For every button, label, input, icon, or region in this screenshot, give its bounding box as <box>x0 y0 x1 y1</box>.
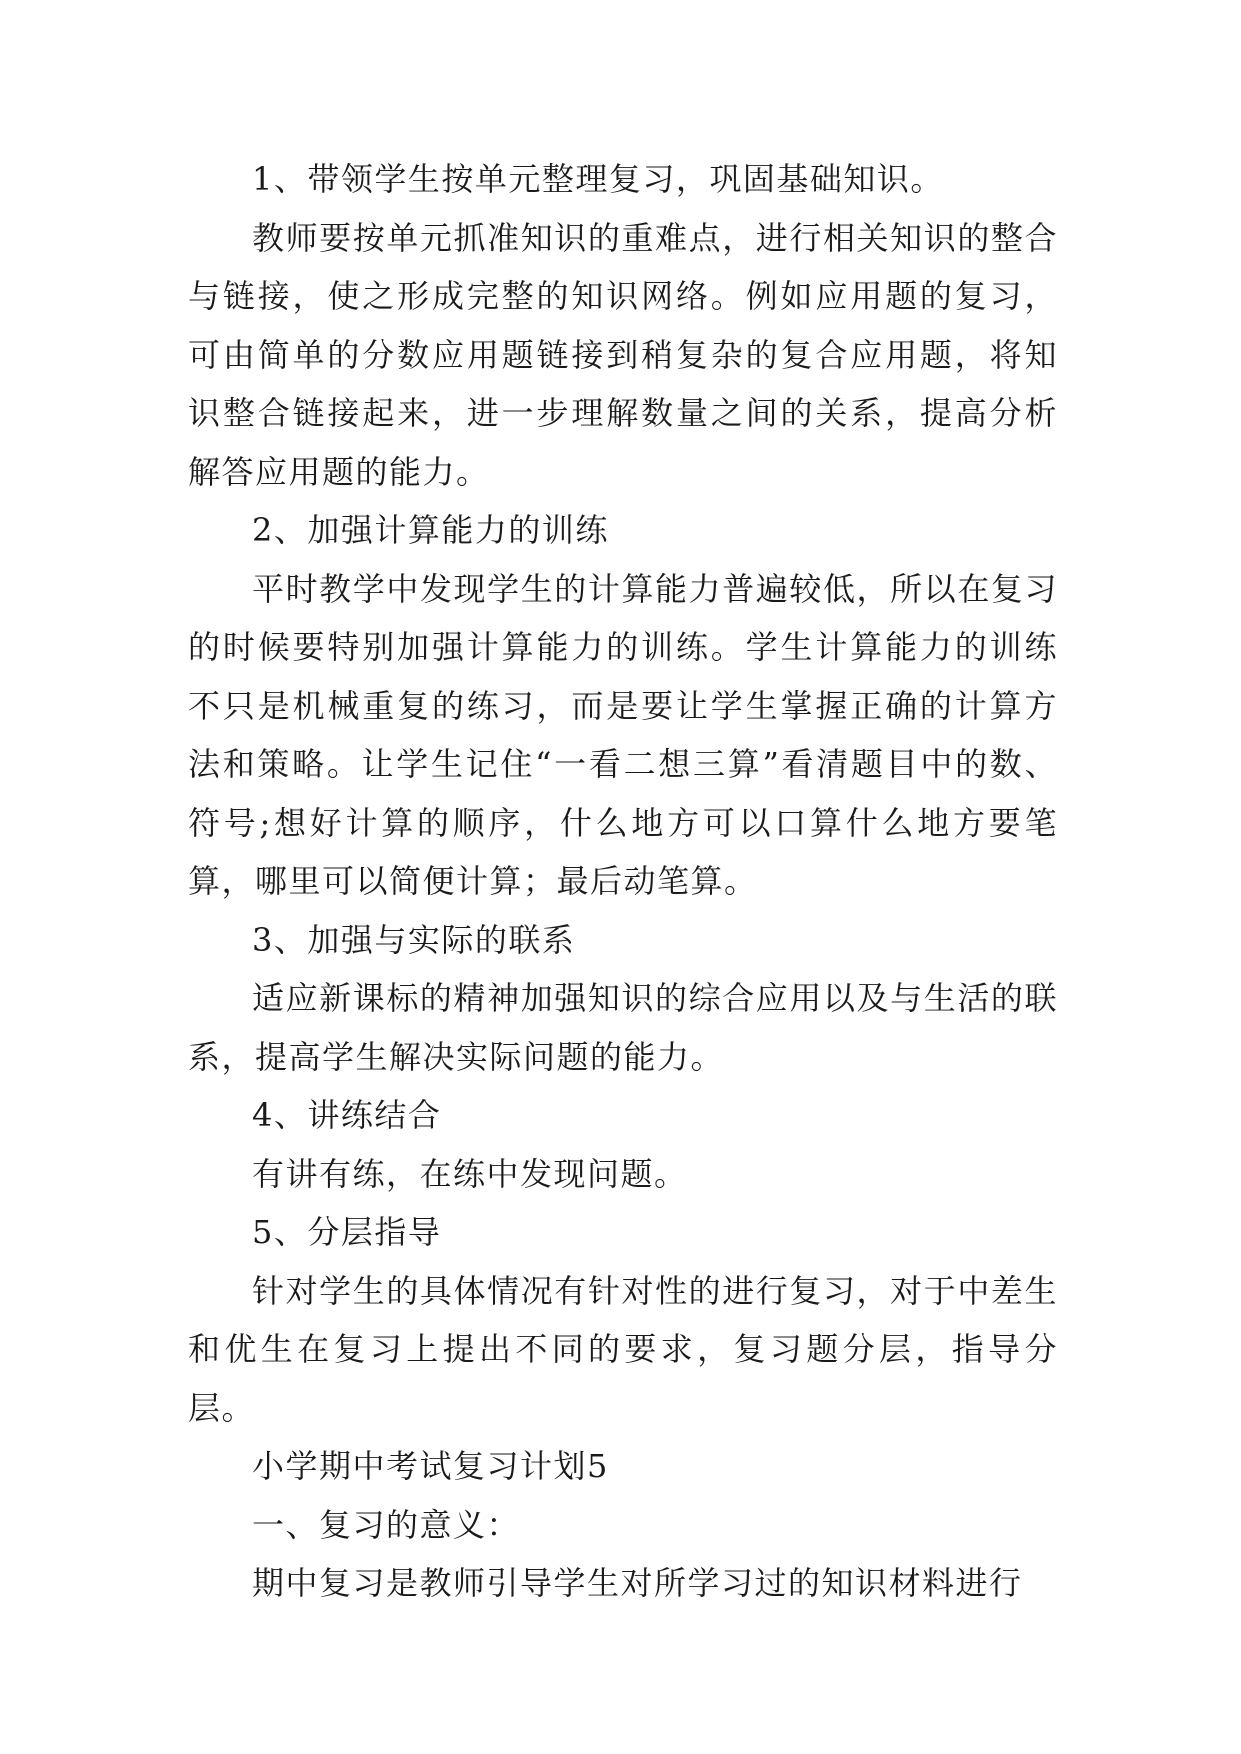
heading-2-calculation: 2、加强计算能力的训练 <box>252 511 609 549</box>
paragraph-calculation: 平时教学中发现学生的计算能力普遍较低，所以在复习的时候要特别加强计算能力的训练。学生计算能力的训练不只是机械重复的练习，而是要让学生掌握正确的计算方法和策略。让学生记住“一看二想三算”看清题目中的数、符号;想好计算的顺序，什么地方可以口算什么地方要笔算，哪里可以简便计算；最后动笔算。 <box>188 569 1058 900</box>
paragraph-review-meaning: 期中复习是教师引导学生对所学习过的知识材料进行 <box>252 1564 1023 1602</box>
heading-4-lecture-practice: 4、讲练结合 <box>252 1096 442 1134</box>
document-body <box>188 150 1058 1613</box>
heading-1-unit-review: 1、带领学生按单元整理复习，巩固基础知识。 <box>252 160 944 198</box>
heading-3-practice: 3、加强与实际的联系 <box>252 920 576 959</box>
paragraph-unit-review: 教师要按单元抓准知识的重难点，进行相关知识的整合与链接，使之形成完整的知识网络。例如应用题的复习，可由简单的分数应用题链接到稍复杂的复合应用题，将知识整合链接起来，进一步理解数量之间的关系，提高分析解答应用题的能力。 <box>188 218 1058 491</box>
heading-5-tiered-guidance: 5、分层指导 <box>252 1213 442 1251</box>
paragraph-lecture-practice: 有讲有练，在练中发现问题。 <box>252 1154 688 1193</box>
paragraph-practice: 适应新课标的精神加强知识的综合应用以及与生活的联系，提高学生解决实际问题的能力。 <box>188 979 1058 1076</box>
subheading-review-meaning: 一、复习的意义： <box>252 1505 521 1544</box>
paragraph-tiered-guidance: 针对学生的具体情况有针对性的进行复习，对于中差生和优生在复习上提出不同的要求，复习题分层，指导分层。 <box>188 1271 1058 1427</box>
section-title-plan-5: 小学期中考试复习计划5 <box>252 1447 609 1485</box>
